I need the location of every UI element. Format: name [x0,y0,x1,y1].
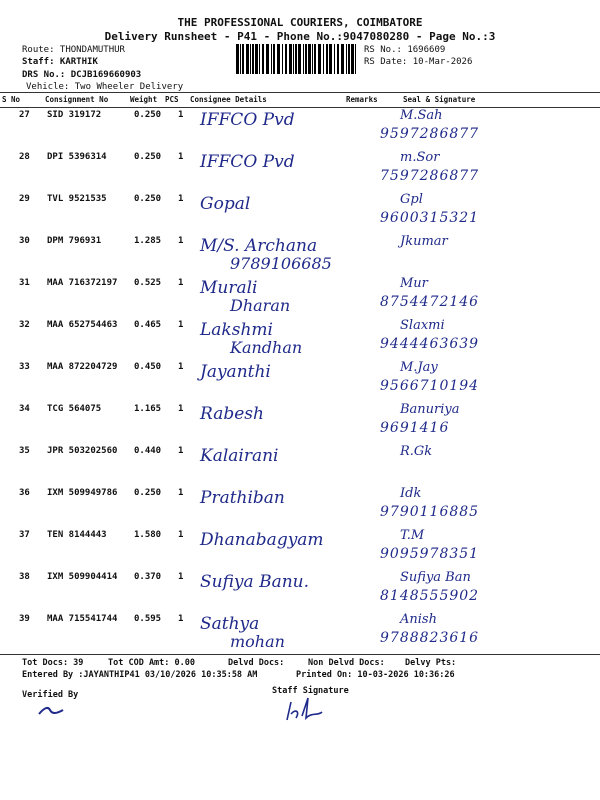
consignment-number: MAA 652754463 [47,320,118,330]
delivery-points: Delvy Pts: [405,658,457,668]
total-docs: Tot Docs: 39 [22,658,84,668]
divider [0,654,600,655]
weight-value: 0.450 [134,362,162,372]
consignment-number: TVL 9521535 [47,194,107,204]
consignee-name: Gopal [200,194,251,214]
consignee-name-line2: 9789106685 [230,254,332,273]
weight-value: 1.580 [134,530,162,540]
serial-number: 32 [19,320,30,330]
serial-number: 36 [19,488,30,498]
recipient-signature: Mur [400,276,428,291]
non-delivered-docs: Non Delvd Docs: [308,658,385,668]
recipient-signature: Banuriya [400,402,460,417]
consignee-name: IFFCO Pvd [200,110,295,130]
recipient-phone: 9788823616 [380,630,480,646]
col-pcs: PCS [165,95,179,104]
col-consignment: Consignment No [45,95,109,104]
recipient-phone: 9597286877 [380,126,480,142]
table-row [0,442,600,484]
col-weight: Weight [130,95,158,104]
table-row [0,274,600,316]
recipient-signature: M.Jay [400,360,438,375]
delivered-docs: Delvd Docs: [228,658,285,668]
table-row [0,148,600,190]
consignee-name-line2: Kandhan [230,338,303,357]
weight-value: 0.250 [134,110,162,120]
consignment-number: IXM 509949786 [47,488,118,498]
pcs-value: 1 [178,530,184,540]
pcs-value: 1 [178,404,184,414]
company-title: THE PROFESSIONAL COURIERS, COIMBATORE [177,16,423,29]
drs-number: DRS No.: DCJB169660903 [22,70,142,80]
entered-by: Entered By :JAYANTHIP41 03/10/2026 10:35:58 AM [22,670,258,680]
table-row [0,232,600,274]
route-label: Route: THONDAMUTHUR [22,45,125,55]
table-row [0,484,600,526]
recipient-signature: Jkumar [400,234,448,249]
serial-number: 34 [19,404,30,414]
pcs-value: 1 [178,278,184,288]
table-row [0,400,600,442]
weight-value: 1.285 [134,236,162,246]
recipient-signature: Anish [400,612,437,627]
recipient-phone: 9691416 [380,420,450,436]
consignment-number: DPI 5396314 [47,152,107,162]
consignment-number: SID 319172 [47,110,102,120]
col-seal: Seal & Signature [403,95,476,104]
recipient-signature: Sufiya Ban [400,570,471,585]
recipient-phone: 9566710194 [380,378,480,394]
consignment-number: IXM 509904414 [47,572,118,582]
consignment-number: MAA 872204729 [47,362,118,372]
serial-number: 30 [19,236,30,246]
recipient-signature: R.Gk [400,444,433,459]
serial-number: 31 [19,278,30,288]
weight-value: 0.370 [134,572,162,582]
weight-value: 0.440 [134,446,162,456]
weight-value: 0.595 [134,614,162,624]
serial-number: 39 [19,614,30,624]
pcs-value: 1 [178,320,184,330]
pcs-value: 1 [178,194,184,204]
pcs-value: 1 [178,236,184,246]
consignee-name-line2: mohan [230,632,285,651]
consignment-number: DPM 796931 [47,236,102,246]
table-row [0,610,600,652]
recipient-signature: Slaxmi [400,318,445,333]
recipient-phone: 8148555902 [380,588,480,604]
pcs-value: 1 [178,488,184,498]
serial-number: 27 [19,110,30,120]
pcs-value: 1 [178,362,184,372]
consignee-name-line2: Dharan [230,296,291,315]
table-row [0,316,600,358]
consignee-name: M/S. Archana [200,236,318,256]
col-remarks: Remarks [346,95,378,104]
consignee-name: Sathya [200,614,260,634]
weight-value: 0.250 [134,194,162,204]
recipient-signature: Idk [400,486,422,501]
col-consignee: Consignee Details [190,95,267,104]
consignee-name: Jayanthi [200,362,271,382]
consignee-name: Prathiban [200,488,285,508]
serial-number: 33 [19,362,30,372]
table-row [0,106,600,148]
total-cod: Tot COD Amt: 0.00 [108,658,195,668]
printed-on: Printed On: 10-03-2026 10:36:26 [296,670,455,680]
staff-signature-mark [282,694,326,724]
staff-signature-label: Staff Signature [272,686,349,696]
pcs-value: 1 [178,446,184,456]
table-row [0,358,600,400]
recipient-signature: M.Sah [400,108,443,123]
consignee-name: IFFCO Pvd [200,152,295,172]
serial-number: 35 [19,446,30,456]
consignee-name: Murali [200,278,258,298]
pcs-value: 1 [178,614,184,624]
weight-value: 0.525 [134,278,162,288]
serial-number: 29 [19,194,30,204]
weight-value: 0.250 [134,488,162,498]
recipient-phone: 8754472146 [380,294,480,310]
table-row [0,190,600,232]
table-row [0,568,600,610]
rs-date: RS Date: 10-Mar-2026 [364,57,473,67]
recipient-phone: 9600315321 [380,210,480,226]
consignment-number: MAA 715541744 [47,614,118,624]
runsheet-subtitle: Delivery Runsheet - P41 - Phone No.:9047080280 - Page No.:3 [104,30,496,43]
weight-value: 0.250 [134,152,162,162]
recipient-signature: T.M [400,528,425,543]
rs-number: RS No.: 1696609 [364,45,446,55]
recipient-phone: 9790116885 [380,504,480,520]
consignment-number: JPR 503202560 [47,446,118,456]
recipient-phone: 7597286877 [380,168,480,184]
consignee-name: Lakshmi [200,320,273,340]
consignment-number: TEN 8144443 [47,530,107,540]
weight-value: 0.465 [134,320,162,330]
vehicle-label: Vehicle: Two Wheeler Delivery [26,82,184,92]
pcs-value: 1 [178,572,184,582]
recipient-signature: m.Sor [400,150,440,165]
serial-number: 28 [19,152,30,162]
verifier-signature-mark [36,700,66,720]
consignment-number: MAA 716372197 [47,278,118,288]
pcs-value: 1 [178,110,184,120]
table-row [0,526,600,568]
recipient-phone: 9095978351 [380,546,480,562]
pcs-value: 1 [178,152,184,162]
weight-value: 1.165 [134,404,162,414]
barcode [236,44,360,74]
col-sno: S No [2,95,21,104]
staff-label: Staff: KARTHIK [22,57,98,67]
serial-number: 38 [19,572,30,582]
consignee-name: Rabesh [200,404,264,424]
consignee-name: Sufiya Banu. [200,572,310,592]
recipient-signature: Gpl [400,192,423,207]
verified-by-label: Verified By [22,690,79,700]
consignee-name: Dhanabagyam [200,530,324,550]
consignment-number: TCG 564075 [47,404,102,414]
serial-number: 37 [19,530,30,540]
consignee-name: Kalairani [200,446,279,466]
recipient-phone: 9444463639 [380,336,480,352]
